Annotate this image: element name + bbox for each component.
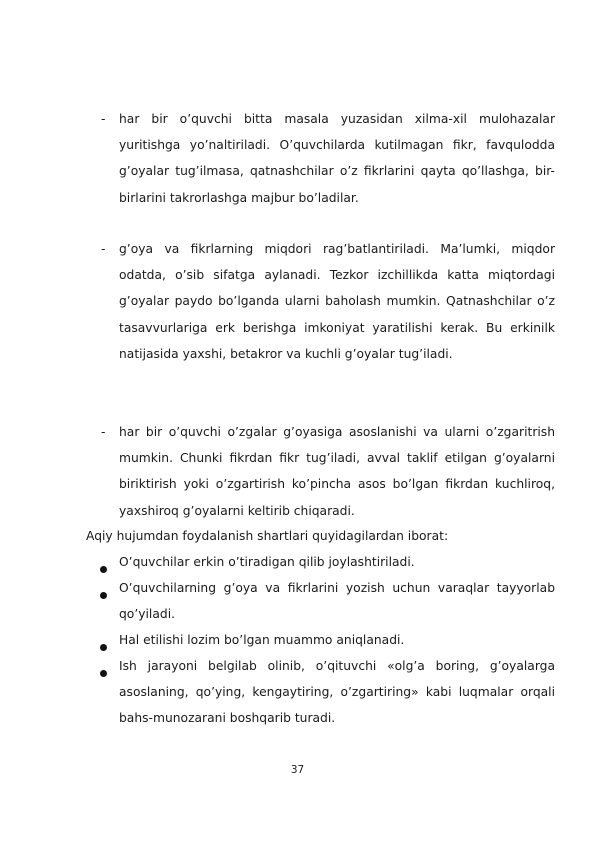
dash-marker: - <box>101 425 106 439</box>
bullet-item-4: Ish jarayoni belgilab olinib, o’qituvchi «olg’a boring, g’oyalarga asoslaning, qo’ying, kengaytiring, o’zgartiring» kabi luqmalar orqali bahs-munozarani boshqarib turadi. <box>119 659 555 726</box>
bullet-item-3: Hal etilishi lozim bo’lgan muammo aniqlanadi. <box>119 633 405 647</box>
bullet-icon <box>100 670 107 677</box>
bullet-item-2: O’quvchilarning g’oya va fikrlarini yozish uchun varaqlar tayyorlab qo’yiladi. <box>119 581 555 622</box>
dash-item-2: g’oya va fikrlarning miqdori rag’batlantiriladi. Ma’lumki, miqdor odatda, o’sib sifatga aylanadi. Tezkor izchillikda katta miqtordagi g’oyalar paydo bo’lganda ularni baholash mumkin. Qatnashchilar o’z tasavvurlariga erk berishga imkoniyat yaratilishi kerak. Bu erkinilk natijasida yaxshi, betakror va kuchli g’oyalar tug’iladi. <box>119 242 555 361</box>
dash-item-3: har bir o’quvchi o’zgalar g’oyasiga asoslanishi va ularni o’zgaritrish mumkin. Chunki fikrdan fikr tug’iladi, avval taklif etilgan g’oyalarni biriktirish yoki o’zgartirish ko’pincha asos bo’lgan fikrdan kuchliroq, yaxshiroq g’oyalarni keltirib chiqaradi. <box>119 425 555 518</box>
dash-item-1: har bir o’quvchi bitta masala yuzasidan xilma-xil mulohazalar yuritishga yo’naltiriladi. O’quvchilarda kutilmagan fikr, favqulodda g’oyalar tug’ilmasa, qatnashchilar o’z fikrlarini qayta qo’llashga, bir-birlarini takrorlashga majbur bo’ladilar. <box>119 112 555 205</box>
page-number: 37 <box>290 764 305 776</box>
dash-marker: - <box>101 242 106 256</box>
bullet-icon <box>100 566 107 573</box>
bullet-icon <box>100 644 107 651</box>
bullet-item-1: O’quvchilar erkin o’tiradigan qilib joylashtiriladi. <box>119 555 415 569</box>
bullet-icon <box>100 592 107 599</box>
dash-marker: - <box>101 112 106 126</box>
intro-line: Aqiy hujumdan foydalanish shartlari quyidagilardan iborat: <box>86 529 449 543</box>
